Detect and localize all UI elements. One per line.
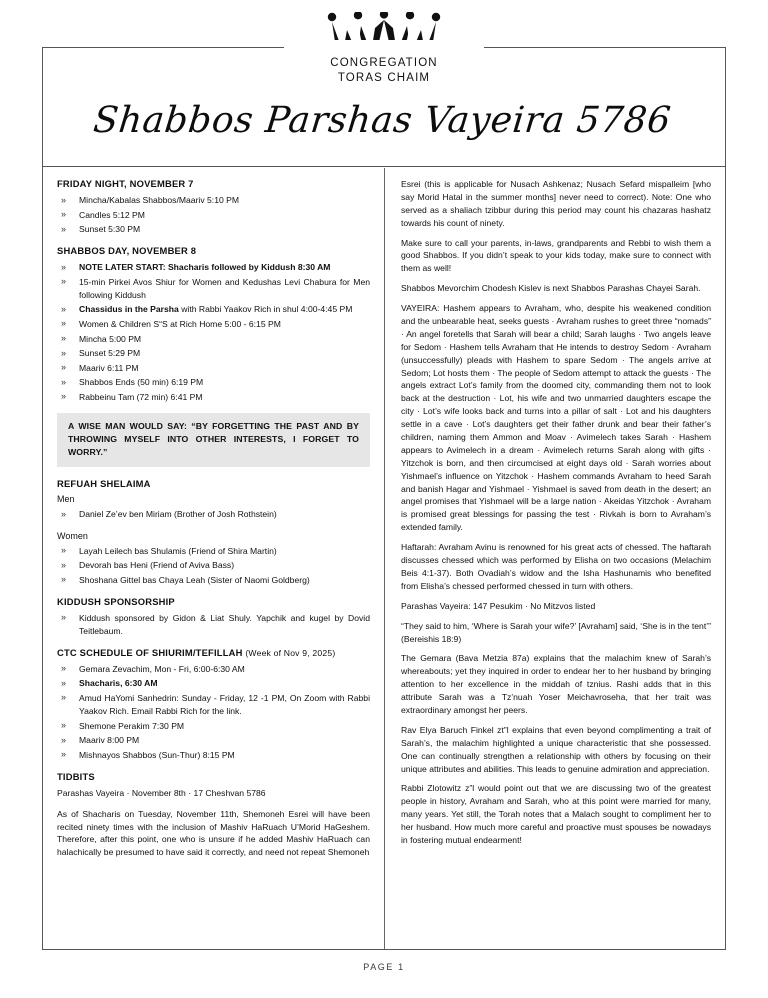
list-item: » Layah Leilech bas Shulamis (Friend of Shira Martin) xyxy=(57,545,370,558)
list-item: » Devorah bas Heni (Friend of Aviva Bass) xyxy=(57,559,370,572)
section-heading-refuah-shelaima: REFUAH SHELAIMA xyxy=(57,478,151,490)
list-item: » Shoshana Gittel bas Chaya Leah (Sister of Naomi Goldberg) xyxy=(57,574,370,587)
list-item xyxy=(57,318,370,331)
wise-man-quote-box: A WISE MAN WOULD SAY: “BY FORGETTING THE PAST AND BY THROWING MYSELF INTO OTHER INTERESTS, I FORGET TO WORRY.” xyxy=(57,413,370,468)
section-heading-shabbos-day: SHABBOS DAY, NOVEMBER 8 xyxy=(57,245,197,257)
list-item xyxy=(57,749,370,762)
list-item xyxy=(57,663,370,676)
list-item xyxy=(57,692,370,718)
list-item xyxy=(57,720,370,733)
ctc-heading-week: (Week of Nov 9, 2025) xyxy=(245,647,336,658)
paragraph: Shabbos Mevorchim Chodesh Kislev is next Shabbos Parashas Chayei Sarah. xyxy=(401,283,701,294)
haftarah-paragraph: Haftarah: Avraham Avinu is renowned for his great acts of chessed. The haftarah discusses chessed which was performed by Elisha on two occasions (Melachim Beis 4:1-37). Both Ovadiah’s widow and the Isha Hashunamis who benefited from Elisha’s chessed performed chessed in turn with others. xyxy=(401,542,711,591)
refuah-women-label: Women xyxy=(57,530,88,541)
list-item-bold: Chassidus in the Parsha xyxy=(79,304,179,315)
congregation-name-line2: TORAS CHAIM xyxy=(337,72,431,85)
list-item-text: Amud HaYomi Sanhedrin: Sunday - Friday, 12 -1 PM, On Zoom with Rabbi Yaakov Rich. Email Rabbi Rich for the link. xyxy=(79,692,370,717)
section-heading-friday-night: FRIDAY NIGHT, NOVEMBER 7 xyxy=(57,178,194,189)
list-item xyxy=(57,391,370,404)
congregation-name-line1: CONGREGATION xyxy=(330,57,438,69)
page-number-label: PAGE 1 xyxy=(363,962,405,972)
ctc-schedule-list xyxy=(57,663,370,762)
refuah-men-label: Men xyxy=(57,494,75,505)
list-item xyxy=(57,347,370,360)
shabbos-day-list xyxy=(57,261,370,404)
list-item-bold: NOTE LATER START: Shacharis followed by Kiddush 8:30 AM xyxy=(79,262,331,273)
list-item xyxy=(57,303,370,316)
list-item xyxy=(57,376,370,389)
paragraph: Rabbi Zlotowitz z”l would point out that we are discussing two of the greatest people in history, Avraham and Sarah, who at this point were married for many, many years. Yet still, the Torah notes that a Malach sought to compliment her to her husband. How much more careful and proactive must spouses be nowadays in fostering mutual endearment! xyxy=(401,783,711,845)
refuah-men-list xyxy=(57,508,370,521)
list-item xyxy=(57,734,370,747)
list-item: » Candles 5:12 PM xyxy=(57,209,370,222)
list-item xyxy=(57,261,370,274)
section-heading-kiddush-sponsorship: KIDDUSH SPONSORSHIP xyxy=(57,595,175,607)
border-logo-notch xyxy=(284,40,484,56)
list-item-text: with Rabbi Yaakov Rich in shul 4:00-4:45 PM xyxy=(178,304,353,315)
pesukim-count-line: Parashas Vayeira: 147 Pesukim · No Mitzvos listed xyxy=(401,600,596,611)
ctc-heading-main: CTC SCHEDULE OF SHIURIM/TEFILLAH xyxy=(57,646,243,658)
parsha-summary-paragraph: VAYEIRA: Hashem appears to Avraham, who, despite his weakened condition and the unbearable heat, seeks guests · Avraham rushes to greet three “nomads” · An angel foretells that Sarah will bear a child; Sarah laughs · Two angels leave for Sedom · Hashem tells Avraham that He intends to destroy Sedom · Avraham (unsuccessfully) pleads with Hashem to spare Sedom · The angels arrive at Sedom; Lot hosts them · The people of Sedom attempt to attack the guests · The angels extract Lot’s family from the doomed city, commanding them not to look back at the destruction · Lot, his wife and two unmarried daughters escape the city · Lot’s wife looks back and turns into a pillar of salt · Lot and his daughters settle in a cave · Lot’s daughters get their father drunk and bear their father’s children, naming them Ammon and Moav · Avimelech takes Sarah · Hashem appears to Avimelech in a dream · Avimelech returns Sarah along with gifts · Yitzchok is born, and then circumcised at eight days old · Sarah worries about Yishmael’s influence on Yitzchok · Hashem commands Avraham to heed Sarah and banish Hagar and Yishmael · Yishmael is saved from death in the desert; an angel promises that Yishmael will be a large nation · Akeidas Yitzchok · Avraham is promised great blessings for passing the test · Rivkah is born to Avraham’s extended family. xyxy=(401,303,711,533)
list-item-text: Mishnayos Shabbos (Sun-Thur) 8:15 PM xyxy=(79,749,235,760)
quoted-verse: “They said to him, ‘Where is Sarah your wife?’ [Avraham] said, ‘She is in the tent’” (Bereishis 18:9) xyxy=(401,620,711,644)
list-item xyxy=(57,276,370,302)
list-item xyxy=(57,333,370,346)
page-footer xyxy=(0,962,768,972)
tidbits-paragraph: As of Shacharis on Tuesday, November 11th, Shemoneh Esrei will have been recited ninety times with the inclusion of Mashiv HaRuach U’Morid HaGeshem. Therefore, after this point, one who is unsure if he added Mashiv HaRuach can halachically be presumed to have said it correctly, and need not repeat Shemoneh xyxy=(57,808,370,858)
paragraph: Make sure to call your parents, in-laws, grandparents and Rebbi to wish them a good Shabbos. If you didn’t speak to your kids today, make sure to connect with them as well! xyxy=(401,237,711,274)
list-item-text: Rabbeinu Tam (72 min) 6:41 PM xyxy=(79,391,203,402)
list-item-text: Mincha 5:00 PM xyxy=(79,333,142,344)
paragraph: Esrei (this is applicable for Nusach Ashkenaz; Nusach Sefard mispalleim [who say Morid Hatal in the summer months] never need to correct). Note: One who served as a shaliach tzibbur during this period may count his chazaras hashatz towards his count of ninety. xyxy=(401,179,711,228)
list-item-bold: Shacharis, 6:30 AM xyxy=(79,678,158,689)
list-item: » Daniel Ze’ev ben Miriam (Brother of Josh Rothstein) xyxy=(57,508,370,521)
section-heading-ctc-schedule xyxy=(57,647,370,658)
page-title: Shabbos Parshas Vayeira 5786 xyxy=(91,99,674,141)
paragraph: The Gemara (Bava Metzia 87a) explains that the malachim knew of Sarah’s whereabouts; yet they inquired in order to endear her to her husband by bringing attention to her excellence in the middah of tznius. Rashi adds that in this attribute Sarah was a Tz’nuah Yoser Meichavroseha, that her trait was extraordinary amongst her peers. xyxy=(401,653,711,715)
tidbits-date-line: Parashas Vayeira · November 8th · 17 Cheshvan 5786 xyxy=(57,787,266,798)
left-column xyxy=(43,168,384,949)
friday-night-list xyxy=(57,194,370,236)
list-item-text: Sunset 5:29 PM xyxy=(79,348,141,359)
list-item-text: Gemara Zevachim, Mon - Fri, 6:00-6:30 AM xyxy=(79,663,245,674)
list-item-text: Maariv 6:11 PM xyxy=(79,362,139,373)
list-item: » Kiddush sponsored by Gidon & Liat Shuly. Yapchik and kugel by Dovid Teitlebaum. xyxy=(57,612,370,638)
list-item-text: Maariv 8:00 PM xyxy=(79,735,140,746)
refuah-women-list xyxy=(57,545,370,587)
right-column xyxy=(384,168,725,949)
list-item xyxy=(57,362,370,375)
kiddush-sponsorship-list xyxy=(57,612,370,638)
list-item-text: 15-min Pirkei Avos Shiur for Women and Kedushas Levi Chabura for Men following Kiddush xyxy=(79,276,370,300)
list-item xyxy=(57,677,370,690)
paragraph: Rav Elya Baruch Finkel zt”l explains that even beyond complimenting a trait of Sarah’s, the malachim highlighted a unique characteristic that she possessed. One can continually strengthen a relationship with others by focusing on their unique attributes and abilities. This leads to genuine admiration and appreciation. xyxy=(401,724,711,774)
content-columns xyxy=(43,168,725,949)
list-item-text: Shemone Perakim 7:30 PM xyxy=(79,720,185,731)
list-item-text: Shabbos Ends (50 min) 6:19 PM xyxy=(79,377,204,388)
list-item: » Mincha/Kabalas Shabbos/Maariv 5:10 PM xyxy=(57,194,370,207)
title-band xyxy=(43,48,725,167)
section-heading-tidbits: TIDBITS xyxy=(57,770,95,782)
list-item: » Sunset 5:30 PM xyxy=(57,223,370,236)
list-item-text: Women & Children S“S at Rich Home 5:00 - 6:15 PM xyxy=(79,318,281,329)
